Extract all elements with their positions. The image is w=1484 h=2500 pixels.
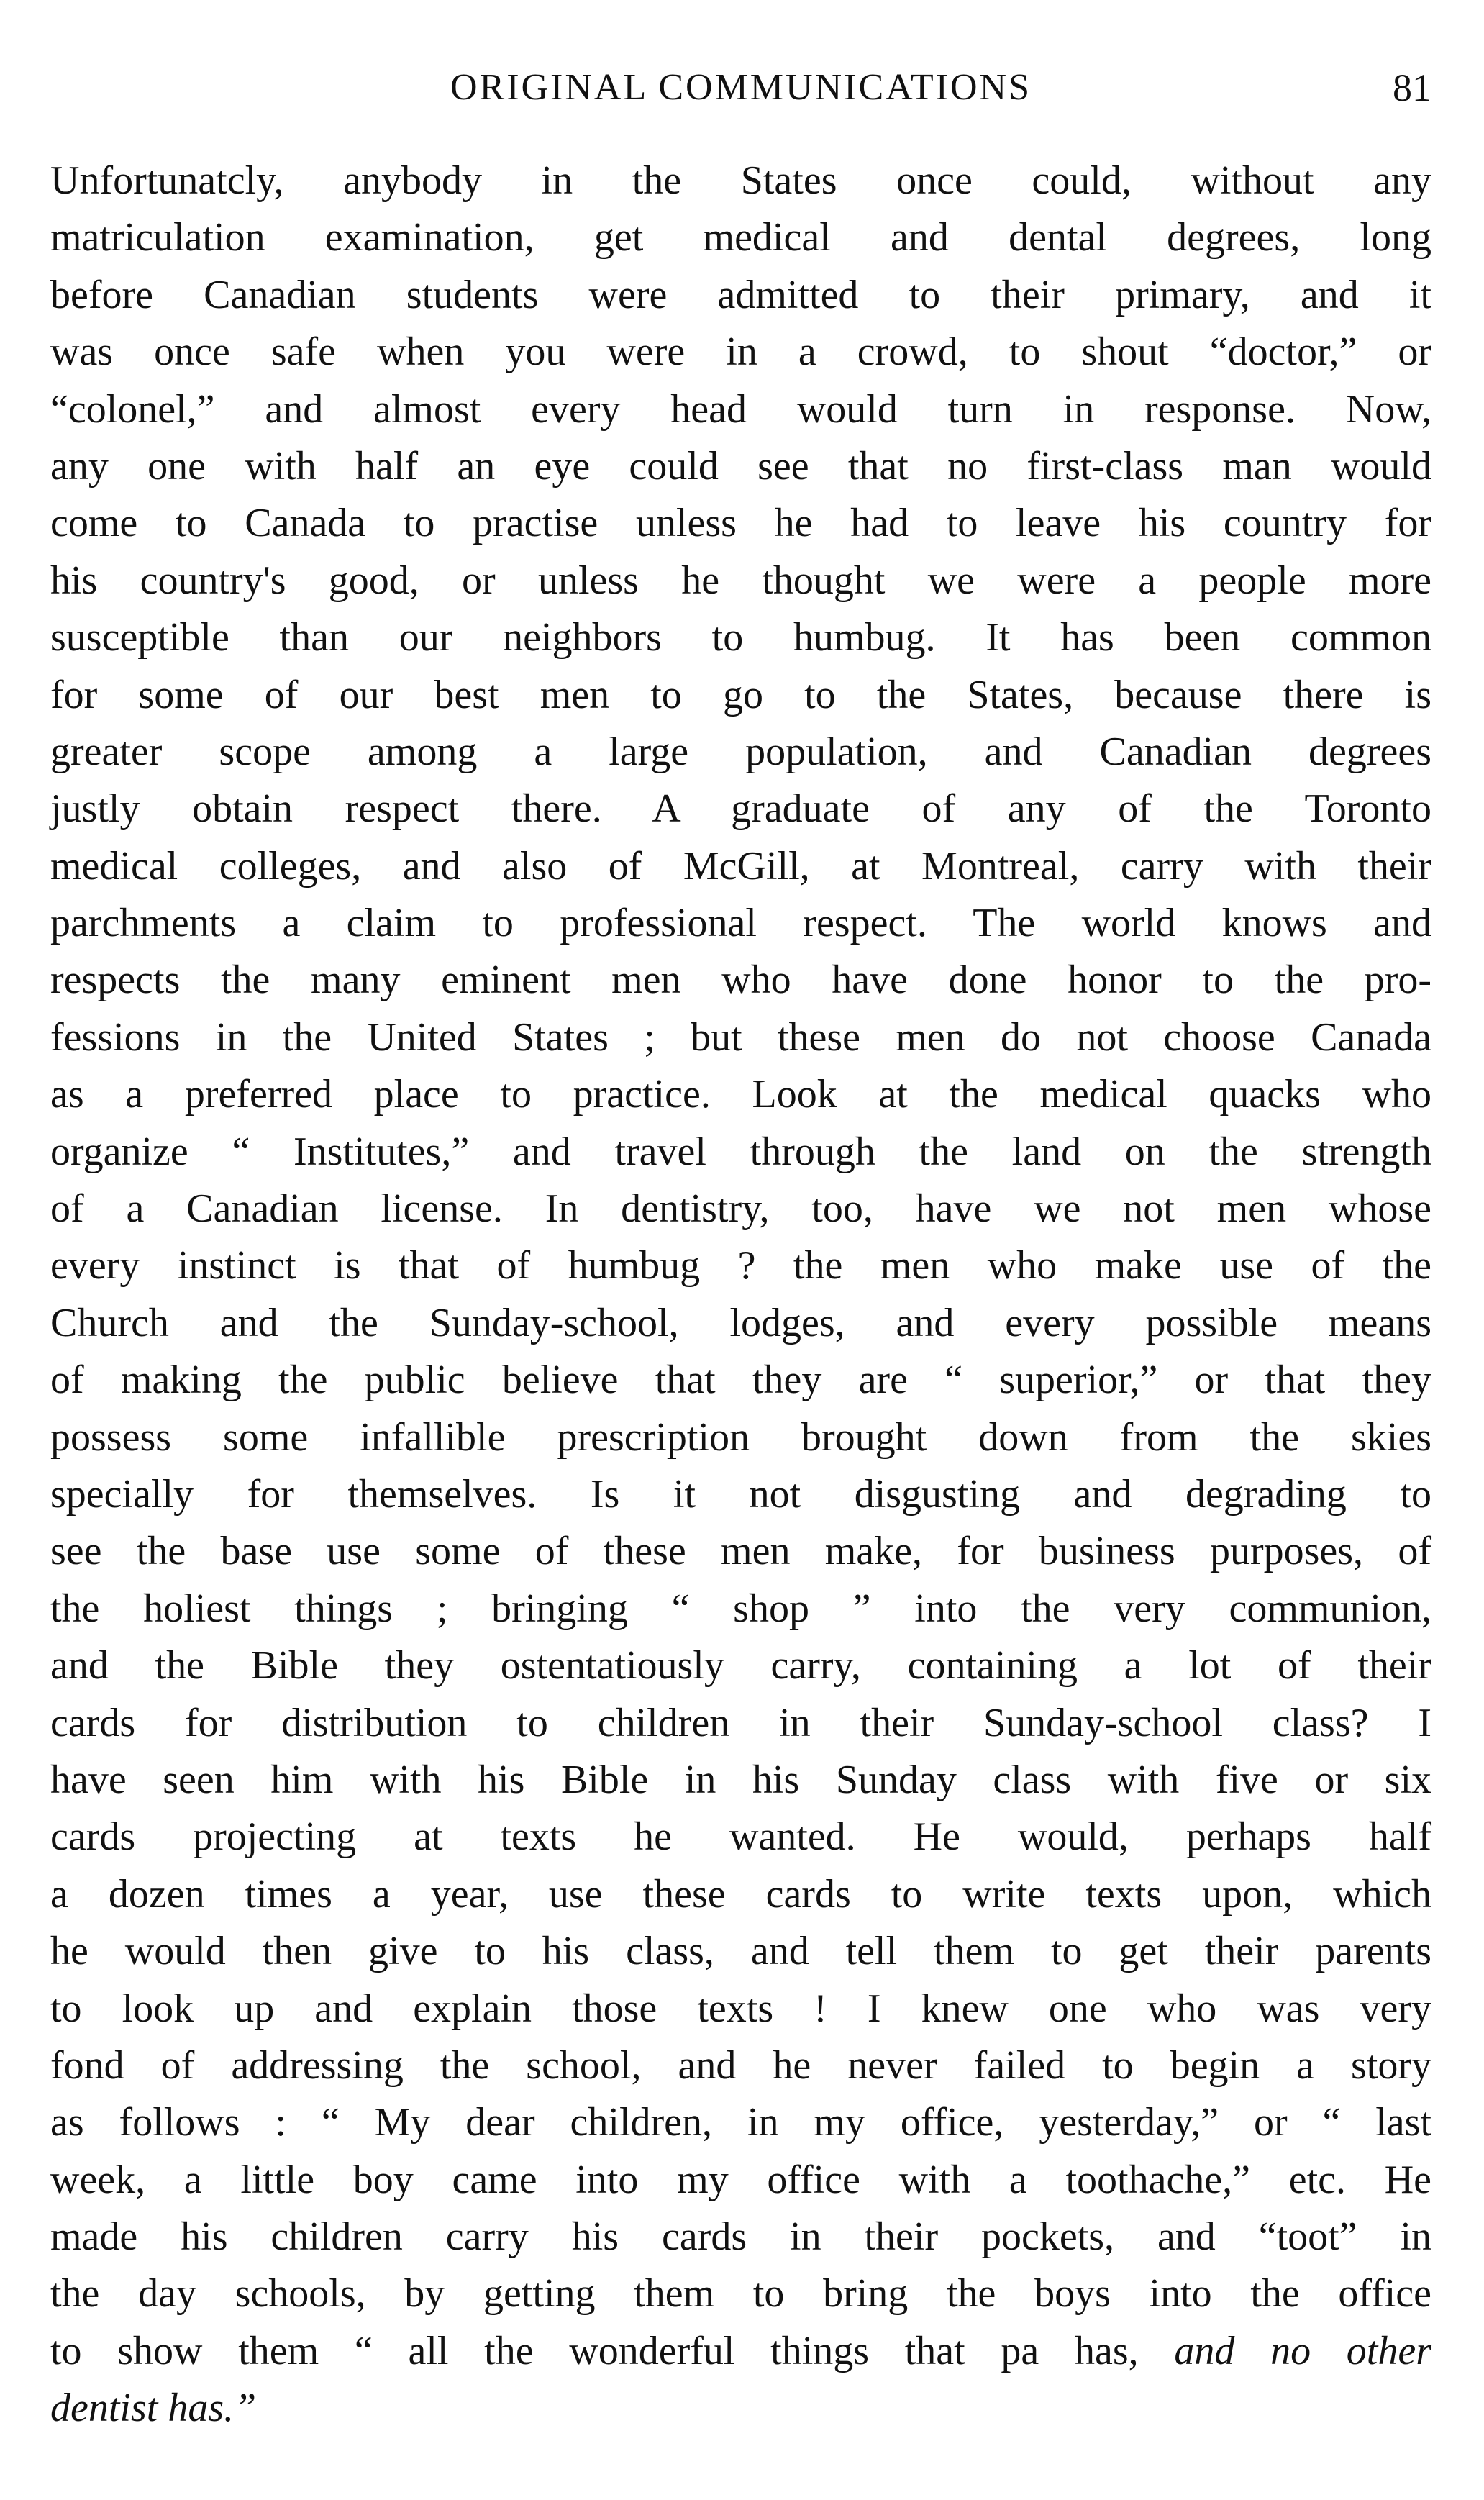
text-line: have seen him with his Bible in his Sunday class with five or six (50, 1757, 1431, 1802)
running-title: ORIGINAL COMMUNICATIONS (450, 67, 1032, 108)
text-roman: to show them “ all the wonderful things that pa has, (50, 2328, 1139, 2373)
text-line: any one with half an eye could see that no first-class man would (50, 443, 1431, 488)
text-line: Church and the Sunday-school, lodges, and every possible means (50, 1300, 1431, 1345)
text-line: made his children carry his cards in their pockets, and “toot” in (50, 2214, 1431, 2260)
text-line: greater scope among a large population, and Canadian degrees (50, 729, 1431, 774)
text-line: he would then give to his class, and tell them to get their parents (50, 1929, 1431, 1974)
text-line: organize “ Institutes,” and travel through the land on the strength (50, 1129, 1431, 1174)
text-line: for some of our best men to go to the States, because there is (50, 672, 1431, 717)
body-paragraph (50, 153, 1431, 2437)
text-line: of a Canadian license. In dentistry, too, have we not men whose (50, 1186, 1431, 1232)
text-line: medical colleges, and also of McGill, at Montreal, carry with their (50, 843, 1431, 888)
text-line: before Canadian students were admitted to their primary, and it (50, 272, 1431, 317)
text-line: see the base use some of these men make, for business purposes, of (50, 1529, 1431, 1574)
text-line: matriculation examination, get medical and dental degrees, long (50, 215, 1431, 260)
running-header (50, 59, 1431, 117)
text-line: “colonel,” and almost every head would turn in response. Now, (50, 386, 1431, 432)
text-line: week, a little boy came into my office with a toothache,” etc. He (50, 2157, 1431, 2202)
document-page (50, 0, 1431, 2500)
text-line: the day schools, by getting them to bring the boys into the office (50, 2271, 1431, 2317)
text-line: and the Bible they ostentatiously carry, containing a lot of their (50, 1643, 1431, 1688)
text-italic: and no other (1174, 2328, 1432, 2373)
page-number: 81 (1393, 66, 1431, 109)
text-line: fessions in the United States ; but these men do not choose Canada (50, 1014, 1431, 1060)
text-line: a dozen times a year, use these cards to write texts upon, which (50, 1871, 1431, 1917)
text-line: susceptible than our neighbors to humbug. It has been common (50, 615, 1431, 660)
text-line: the holiest things ; bringing “ shop ” into the very communion, (50, 1586, 1431, 1631)
text-line: Unfortunatcly, anybody in the States once could, without any (50, 158, 1431, 203)
text-line: cards projecting at texts he wanted. He would, perhaps half (50, 1814, 1431, 1860)
text-line: parchments a claim to professional respect. The world knows and (50, 901, 1431, 946)
text-line: come to Canada to practise unless he had to leave his country for (50, 501, 1431, 546)
text-line: of making the public believe that they are “ superior,” or that they (50, 1358, 1431, 1403)
text-line: justly obtain respect there. A graduate of any of the Toronto (50, 786, 1431, 832)
text-line: as follows : “ My dear children, in my office, yesterday,” or “ last (50, 2100, 1431, 2145)
text-line: his country's good, or unless he thought we were a people more (50, 558, 1431, 603)
text-line: cards for distribution to children in their Sunday-school class? I (50, 1700, 1431, 1745)
text-line: to look up and explain those texts ! I knew one who was very (50, 1986, 1431, 2031)
text-line: was once safe when you were in a crowd, to shout “doctor,” or (50, 329, 1431, 375)
text-line: respects the many eminent men who have done honor to the pro- (50, 958, 1431, 1003)
text-line-final (50, 2380, 1431, 2437)
text-line-mixed (50, 2323, 1431, 2380)
text-line: possess some infallible prescription brought down from the skies (50, 1414, 1431, 1460)
text-line: as a preferred place to practice. Look at the medical quacks who (50, 1072, 1431, 1117)
text-italic: dentist has.” (50, 2386, 257, 2431)
text-line: specially for themselves. Is it not disgusting and degrading to (50, 1471, 1431, 1517)
text-line: fond of addressing the school, and he never failed to begin a story (50, 2042, 1431, 2088)
text-line: every instinct is that of humbug ? the men who make use of the (50, 1243, 1431, 1288)
